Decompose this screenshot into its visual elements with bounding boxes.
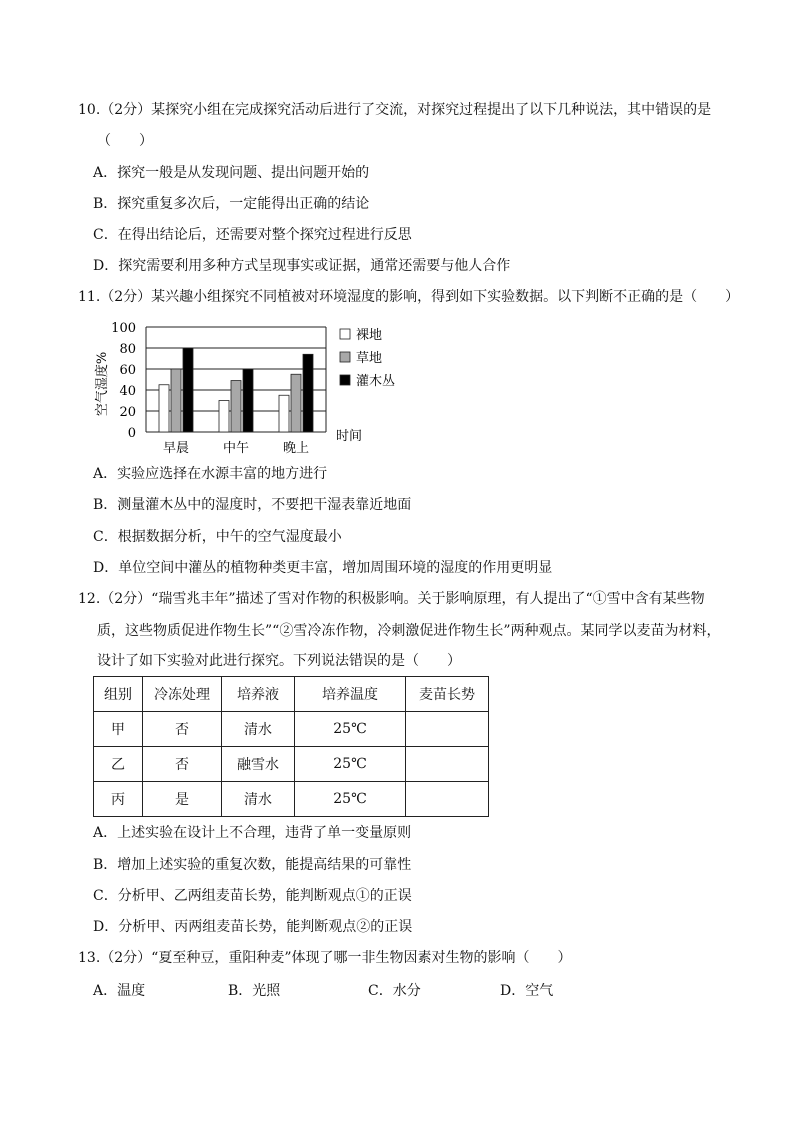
table-row bbox=[94, 747, 489, 782]
y-tick-label: 0 bbox=[127, 426, 136, 441]
y-tick-label: 60 bbox=[119, 363, 136, 378]
q10-option-c: C．在得出结论后，还需要对整个探究过程进行反思 bbox=[93, 227, 412, 243]
table-row bbox=[94, 782, 489, 817]
bar bbox=[219, 401, 229, 433]
x-axis-label: 时间 bbox=[336, 429, 363, 444]
legend-swatch bbox=[340, 352, 350, 362]
q13-option-c: C．水分 bbox=[368, 983, 421, 999]
y-tick-label: 100 bbox=[111, 321, 136, 336]
legend-label: 灌木丛 bbox=[356, 374, 396, 389]
q12-option-c: C．分析甲、乙两组麦苗长势，能判断观点①的正误 bbox=[93, 888, 412, 904]
bar bbox=[243, 369, 253, 432]
legend-swatch bbox=[340, 375, 350, 385]
bar bbox=[279, 395, 289, 432]
q12-option-d: D．分析甲、丙两组麦苗长势，能判断观点②的正误 bbox=[93, 919, 413, 935]
experiment-table bbox=[93, 676, 489, 817]
table-header: 麦苗长势 bbox=[406, 677, 489, 712]
q11-option-b: B．测量灌木丛中的湿度时，不要把干湿表靠近地面 bbox=[93, 497, 412, 513]
table-cell: 融雪水 bbox=[222, 747, 295, 782]
table-cell: 丙 bbox=[94, 782, 143, 817]
chart-legend bbox=[340, 327, 395, 389]
table-cell: 否 bbox=[143, 747, 222, 782]
table-header: 培养液 bbox=[222, 677, 295, 712]
table-header: 培养温度 bbox=[295, 677, 406, 712]
q13-option-b: B．光照 bbox=[228, 983, 281, 999]
bar bbox=[171, 369, 181, 432]
q10-answer-paren: （ ） bbox=[97, 133, 153, 149]
humidity-bar-chart bbox=[88, 316, 408, 456]
q10-option-d: D．探究需要利用多种方式呈现事实或证据，通常还需要与他人合作 bbox=[93, 258, 511, 274]
q12-stem-line-3: 设计了如下实验对此进行探究。下列说法错误的是（ ） bbox=[97, 653, 461, 669]
q11-stem: 11.（2分）某兴趣小组探究不同植被对环境湿度的影响，得到如下实验数据。以下判断不正确的是（ ） bbox=[78, 289, 740, 305]
q12-stem-line-1: 12.（2分）“瑞雪兆丰年”描述了雪对作物的积极影响。关于影响原理，有人提出了“①雪中含有某些物 bbox=[78, 591, 705, 607]
bar bbox=[183, 348, 193, 432]
table-cell bbox=[406, 747, 489, 782]
table-cell: 乙 bbox=[94, 747, 143, 782]
q12-option-a: A．上述实验在设计上不合理，违背了单一变量原则 bbox=[93, 825, 412, 841]
legend-label: 草地 bbox=[356, 351, 383, 366]
table-cell: 否 bbox=[143, 712, 222, 747]
q13-option-a: A．温度 bbox=[93, 983, 146, 999]
table-cell: 清水 bbox=[222, 782, 295, 817]
table-cell: 25℃ bbox=[295, 782, 406, 817]
q13-option-d: D．空气 bbox=[500, 983, 554, 999]
table-header: 冷冻处理 bbox=[143, 677, 222, 712]
table-cell: 是 bbox=[143, 782, 222, 817]
q10-stem: 10.（2分）某探究小组在完成探究活动后进行了交流，对探究过程提出了以下几种说法，其中错误的是 bbox=[78, 102, 712, 118]
table-cell: 甲 bbox=[94, 712, 143, 747]
table-cell: 25℃ bbox=[295, 712, 406, 747]
q10-option-b: B．探究重复多次后，一定能得出正确的结论 bbox=[93, 196, 370, 212]
x-tick-label: 中午 bbox=[222, 441, 250, 456]
x-tick-label: 晚上 bbox=[282, 441, 310, 456]
y-tick-labels bbox=[111, 321, 136, 441]
q11-option-c: C．根据数据分析，中午的空气湿度最小 bbox=[93, 529, 342, 545]
y-tick-label: 20 bbox=[119, 405, 136, 420]
table-cell bbox=[406, 712, 489, 747]
table-header-row bbox=[94, 677, 489, 712]
q13-stem: 13.（2分）“夏至种豆，重阳种麦”体现了哪一非生物因素对生物的影响（ ） bbox=[78, 950, 572, 966]
bar bbox=[291, 374, 301, 432]
x-tick-labels bbox=[163, 440, 309, 456]
q11-option-a: A．实验应选择在水源丰富的地方进行 bbox=[93, 466, 328, 482]
table-cell: 25℃ bbox=[295, 747, 406, 782]
legend-swatch bbox=[340, 329, 350, 339]
bar bbox=[303, 354, 313, 432]
q10-option-a: A．探究一般是从发现问题、提出问题开始的 bbox=[93, 165, 370, 181]
y-axis-label: 空气湿度% bbox=[95, 351, 110, 417]
bar bbox=[159, 385, 169, 432]
q11-option-d: D．单位空间中灌丛的植物种类更丰富，增加周围环境的湿度的作用更明显 bbox=[93, 560, 553, 576]
legend-label: 裸地 bbox=[356, 328, 383, 343]
table-header: 组别 bbox=[94, 677, 143, 712]
y-tick-label: 80 bbox=[119, 342, 136, 357]
q12-stem-line-2: 质，这些物质促进作物生长”“②雪冷冻作物，冷刺激促进作物生长”两种观点。某同学以麦苗为材料， bbox=[97, 623, 721, 639]
bar bbox=[231, 381, 241, 432]
table-cell: 清水 bbox=[222, 712, 295, 747]
y-tick-label: 40 bbox=[119, 384, 136, 399]
q12-option-b: B．增加上述实验的重复次数，能提高结果的可靠性 bbox=[93, 857, 412, 873]
x-tick-label: 早晨 bbox=[162, 441, 190, 456]
table-row bbox=[94, 712, 489, 747]
table-cell bbox=[406, 782, 489, 817]
